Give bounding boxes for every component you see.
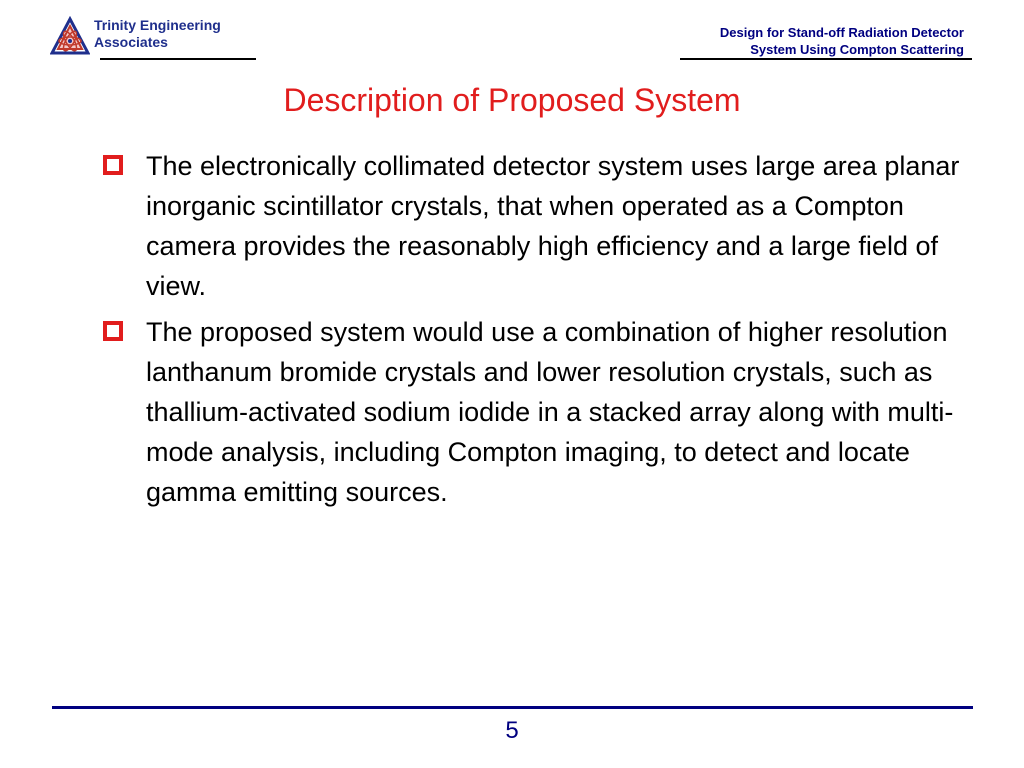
bullet-item: [100, 146, 960, 306]
triangle-atom-logo-icon: [50, 16, 90, 58]
slide-title: Description of Proposed System: [283, 82, 741, 118]
company-name-line-2: Associates: [94, 34, 168, 50]
presentation-title-line-2: System Using Compton Scattering: [750, 42, 964, 57]
bullet-text: The electronically collimated detector system uses large area planar inorganic scintillator crystals, that when operated as a Compton camera provides the reasonably high efficiency and a large field of view.: [146, 151, 960, 301]
header-rule-left: [100, 58, 256, 60]
bullet-text: The proposed system would use a combination of higher resolution lanthanum bromide crystals and lower resolution crystals, such as thallium-activated sodium iodide in a stacked array along with multi-mode analysis, including Compton imaging, to detect and locate gamma emitting sources.: [146, 317, 954, 507]
hollow-square-bullet-icon: [103, 321, 123, 341]
company-name-line-1: Trinity Engineering: [94, 17, 221, 33]
page-number: 5: [505, 717, 519, 744]
company-name: [94, 17, 221, 51]
bullet-list: [100, 146, 960, 518]
hollow-square-bullet-icon: [103, 155, 123, 175]
presentation-title-line-1: Design for Stand-off Radiation Detector: [719, 25, 964, 40]
company-logo: [50, 16, 260, 60]
header-rule-right: [680, 58, 972, 60]
bullet-item: [100, 312, 960, 512]
footer-rule: [52, 706, 973, 709]
presentation-title: [720, 24, 964, 58]
